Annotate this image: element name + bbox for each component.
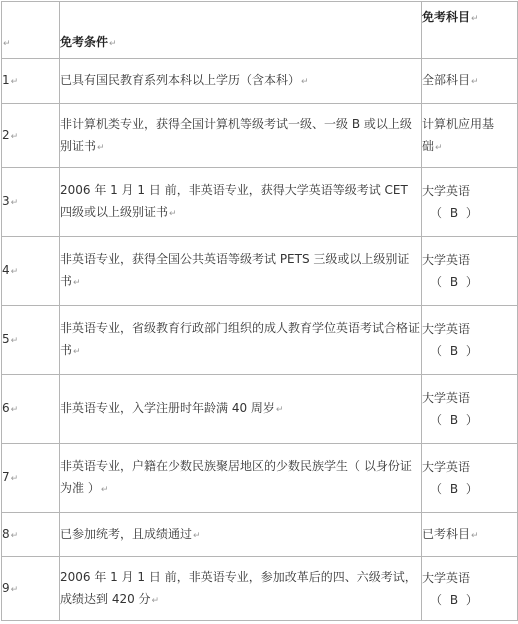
row-condition: 已参加统考，且成绩通过 xyxy=(60,526,193,541)
row-number: 6 xyxy=(2,401,10,415)
table-row xyxy=(2,168,518,237)
row-subject: 大学英语 xyxy=(422,460,471,474)
table-row xyxy=(2,237,518,306)
row-subject: 大学英语 xyxy=(422,322,471,336)
row-subject: 大学英语 xyxy=(422,253,471,267)
row-subject-line2: （ B ） xyxy=(430,206,480,220)
table-row xyxy=(2,513,518,557)
paragraph-mark-icon: ↵ xyxy=(10,267,19,277)
row-number: 9 xyxy=(2,580,10,595)
row-subject-line2: （ B ） xyxy=(430,592,480,607)
row-condition-cell xyxy=(60,59,422,104)
row-condition: 非英语专业，户籍在少数民族聚居地区的少数民族学生（ 以身份证为准 ） xyxy=(60,459,412,495)
header-number-cell xyxy=(2,2,60,59)
row-number: 5 xyxy=(2,332,10,346)
row-condition: 非计算机类专业，获得全国计算机等级考试一级、一级 B 或以上级别证书 xyxy=(60,116,412,153)
paragraph-mark-icon: ↵ xyxy=(109,39,117,49)
row-subject-line2: （ B ） xyxy=(430,482,480,496)
row-condition-cell xyxy=(60,557,422,621)
row-subject-cell xyxy=(422,237,518,306)
paragraph-mark-icon: ↵ xyxy=(301,77,309,87)
table-row xyxy=(2,59,518,104)
row-subject-line2: （ B ） xyxy=(430,344,480,358)
row-condition: 非英语专业，入学注册时年龄满 40 周岁 xyxy=(60,401,275,415)
paragraph-mark-icon: ↵ xyxy=(10,405,19,415)
paragraph-mark-icon: ↵ xyxy=(193,530,201,541)
row-condition-cell xyxy=(60,306,422,375)
row-subject-line2: 础 xyxy=(422,138,435,153)
row-number: 3 xyxy=(2,194,10,208)
row-number-cell xyxy=(2,513,60,557)
row-subject-cell xyxy=(422,306,518,375)
row-number-cell xyxy=(2,237,60,306)
paragraph-mark-icon: ↵ xyxy=(169,209,177,219)
row-condition-cell xyxy=(60,513,422,557)
paragraph-mark-icon: ↵ xyxy=(275,405,284,415)
row-subject-cell xyxy=(422,557,518,621)
row-number: 1 xyxy=(2,73,10,87)
row-condition-cell xyxy=(60,237,422,306)
row-condition: 2006 年 1 月 1 日 前，非英语专业，获得大学英语等级考试 CET 四级或以上级别证书 xyxy=(60,183,408,219)
row-subject: 全部科目 xyxy=(422,73,471,87)
row-subject-line2: （ B ） xyxy=(430,413,480,427)
row-condition-cell xyxy=(60,444,422,513)
row-subject-cell xyxy=(422,59,518,104)
row-subject: 大学英语 xyxy=(422,184,471,198)
paragraph-mark-icon: ↵ xyxy=(471,530,479,541)
paragraph-mark-icon: ↵ xyxy=(10,77,19,87)
header-subject-label: 免考科目 xyxy=(422,10,471,24)
table-row xyxy=(2,444,518,513)
paragraph-mark-icon: ↵ xyxy=(10,474,19,484)
table-row xyxy=(2,375,518,444)
header-condition-cell xyxy=(60,2,422,59)
paragraph-mark-icon: ↵ xyxy=(10,198,19,208)
table-row xyxy=(2,104,518,168)
table-row xyxy=(2,306,518,375)
header-row xyxy=(2,2,518,59)
paragraph-mark-icon: ↵ xyxy=(100,485,109,495)
row-condition: 2006 年 1 月 1 日 前，非英语专业，参加改革后的四、六级考试，成绩达到 420 分 xyxy=(60,569,417,606)
row-subject-line2: （ B ） xyxy=(430,275,480,289)
row-subject: 大学英语 xyxy=(422,391,471,405)
row-condition: 非英语专业，获得全国公共英语等级考试 PETS 三级或以上级别证书 xyxy=(60,252,410,288)
row-number: 7 xyxy=(2,470,10,484)
row-condition: 非英语专业，省级教育行政部门组织的成人教育学位英语考试合格证书 xyxy=(60,321,421,357)
row-subject: 计算机应用基 xyxy=(422,116,495,131)
paragraph-mark-icon: ↵ xyxy=(471,77,479,87)
row-subject-cell xyxy=(422,444,518,513)
row-number-cell xyxy=(2,59,60,104)
paragraph-mark-icon: ↵ xyxy=(151,595,160,606)
row-number-cell xyxy=(2,557,60,621)
header-subject-cell xyxy=(422,2,518,59)
paragraph-mark-icon: ↵ xyxy=(10,131,19,142)
exemption-table xyxy=(1,1,518,621)
paragraph-mark-icon: ↵ xyxy=(97,142,105,153)
row-subject-cell xyxy=(422,375,518,444)
row-condition: 已具有国民教育系列本科以上学历（含本科） xyxy=(60,73,301,87)
row-number-cell xyxy=(2,168,60,237)
row-number: 2 xyxy=(2,127,10,142)
paragraph-mark-icon: ↵ xyxy=(3,39,11,49)
row-number: 8 xyxy=(2,526,10,541)
paragraph-mark-icon: ↵ xyxy=(73,347,81,357)
row-subject-cell xyxy=(422,168,518,237)
row-subject: 大学英语 xyxy=(422,570,471,585)
row-subject: 已考科目 xyxy=(422,526,471,541)
row-condition-cell xyxy=(60,375,422,444)
paragraph-mark-icon: ↵ xyxy=(435,142,443,153)
row-subject-cell xyxy=(422,104,518,168)
row-subject-cell xyxy=(422,513,518,557)
row-number-cell xyxy=(2,306,60,375)
paragraph-mark-icon: ↵ xyxy=(10,336,19,346)
row-number-cell xyxy=(2,375,60,444)
header-condition-label: 免考条件 xyxy=(60,35,109,49)
paragraph-mark-icon: ↵ xyxy=(73,278,81,288)
paragraph-mark-icon: ↵ xyxy=(10,530,19,541)
row-condition-cell xyxy=(60,104,422,168)
table-row xyxy=(2,557,518,621)
paragraph-mark-icon: ↵ xyxy=(471,14,479,24)
row-condition-cell xyxy=(60,168,422,237)
row-number-cell xyxy=(2,444,60,513)
row-number: 4 xyxy=(2,263,10,277)
paragraph-mark-icon: ↵ xyxy=(10,584,19,595)
row-number-cell xyxy=(2,104,60,168)
